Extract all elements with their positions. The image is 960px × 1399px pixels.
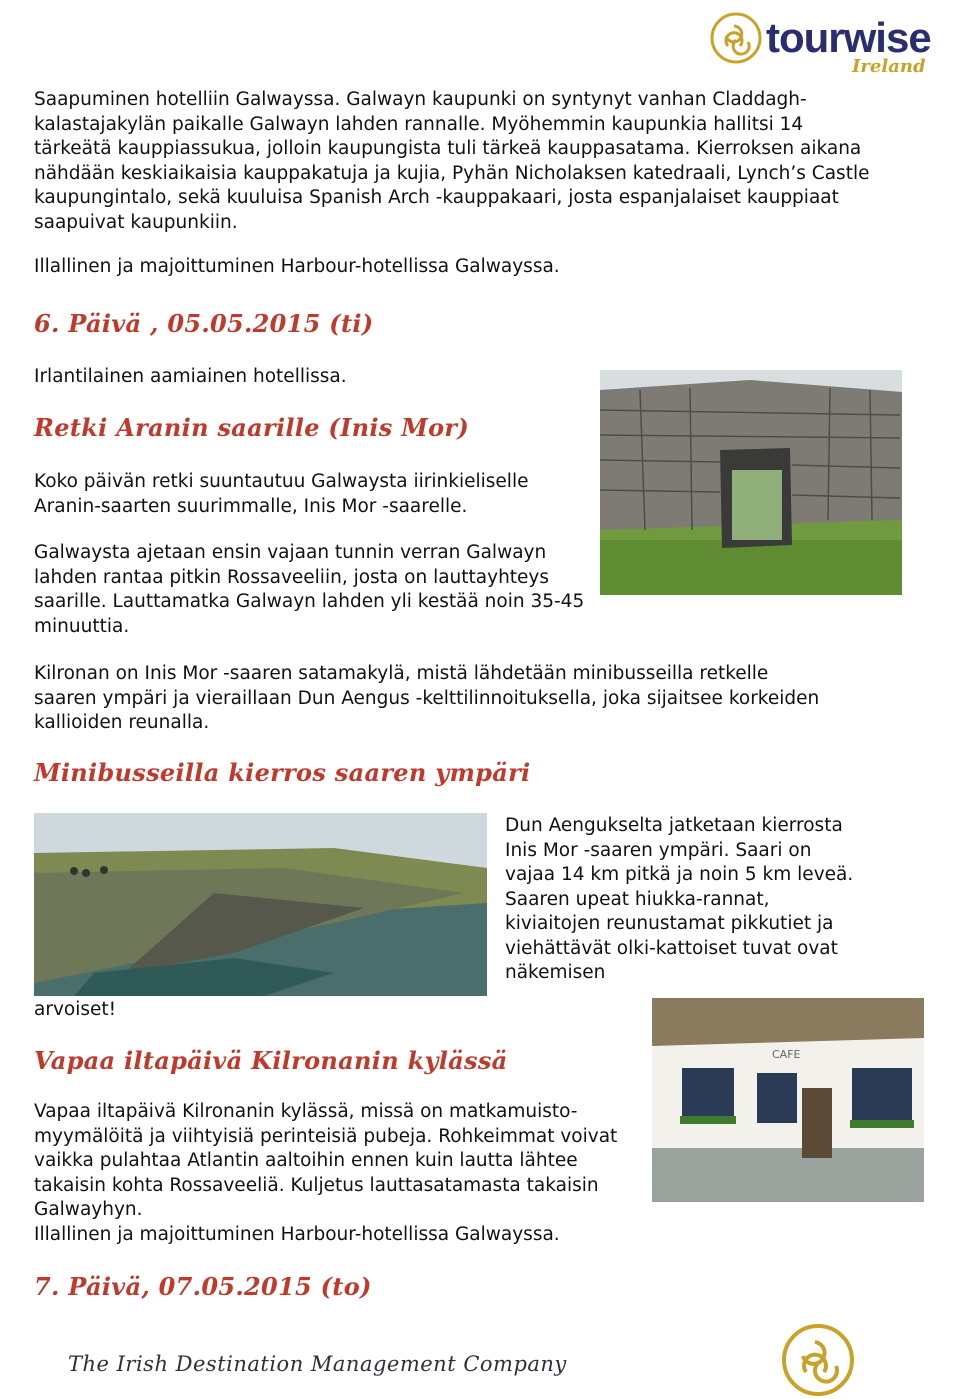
brand-sub: Ireland xyxy=(852,56,926,77)
day7-heading: 7. Päivä, 07.05.2015 (to) xyxy=(34,1272,372,1301)
brand-logo xyxy=(708,10,938,80)
day5-dinner: Illallinen ja majoittuminen Harbour-hotellissa Galwayssa. xyxy=(34,256,560,277)
brand-name: tourwise xyxy=(766,14,931,61)
free-afternoon-heading: Vapaa iltapäivä Kilronanin kylässä xyxy=(34,1046,508,1075)
cliff-photo xyxy=(34,813,487,996)
aran-heading: Retki Aranin saarille (Inis Mor) xyxy=(34,413,470,442)
minibus-paragraph: Dun Aengukselta jatketaan kierrosta Inis Mor -saaren ympäri. Saari on vajaa 14 km pitkä ja noin 5 km leveä. Saaren upeat hiukka-rannat, kiviaitojen reunustamat pikkutiet ja viehättävät olki-kattoiset tuvat ovat näkemisen xyxy=(505,815,854,983)
arrival-paragraph: Saapuminen hotelliin Galwayssa. Galwayn kaupunki on syntynyt vanhan Claddagh-kalastajakylän paikalle Galwayn lahden rannalle. Myöhemmin kaupunkia hallitsi 14 tärkeätä kauppiassukua, jolloin kaupungista tuli tärkeä kauppasatama. Kierroksen aikana nähdään keskiaikaisia kauppakatuja ja kujia, Pyhän Nicholaksen katedraali, Lynch’s Castle kaupungintalo, sekä kuuluisa Spanish Arch -kauppakaari, josta espanjalaiset kauppiaat saapuivat kaupunkiin. xyxy=(34,89,870,233)
stone-fort-photo xyxy=(600,370,902,595)
free-afternoon-paragraph: Vapaa iltapäivä Kilronanin kylässä, missä on matkamuisto-myymälöitä ja viihtyisiä perinteisiä pubeja. Rohkeimmat voivat vaikka pulahtaa Atlantin aaltoihin ennen kuin lautta lähtee takaisin kohta Rossaveeliä. Kuljetus lauttasatamasta takaisin Galwayhyn. xyxy=(34,1101,618,1220)
minibus-tail: arvoiset! xyxy=(34,999,117,1020)
cafe-sign: CAFE xyxy=(772,1048,801,1061)
minibus-heading: Minibusseilla kierros saaren ympäri xyxy=(34,758,531,787)
aran-paragraph-2: Galwaysta ajetaan ensin vajaan tunnin verran Galwayn lahden rantaa pitkin Rossaveeliin, josta on lauttayhteys saarille. Lauttamatka Galwayn lahden yli kestää noin 35-45 minuuttia. xyxy=(34,542,585,637)
triskele-icon xyxy=(710,12,762,64)
day6-heading: 6. Päivä , 05.05.2015 (ti) xyxy=(34,309,374,338)
footer-triskele-icon xyxy=(780,1322,856,1398)
kilronan-paragraph: Kilronan on Inis Mor -saaren satamakylä, mistä lähdetään minibusseilla retkelle saaren ympäri ja vieraillaan Dun Aengus -kelttilinnoituksella, joka sijaitsee korkeiden kallioiden reunalla. xyxy=(34,663,820,733)
aran-paragraph-1: Koko päivän retki suuntautuu Galwaysta iirinkieliselle Aranin-saarten suurimmalle, Inis Mor -saarelle. xyxy=(34,471,529,517)
day6-breakfast: Irlantilainen aamiainen hotellissa. xyxy=(34,366,347,387)
day6-dinner: Illallinen ja majoittuminen Harbour-hotellissa Galwayssa. xyxy=(34,1224,560,1245)
footer-tagline: The Irish Destination Management Company xyxy=(68,1352,567,1376)
cafe-cottage-photo xyxy=(652,998,924,1202)
